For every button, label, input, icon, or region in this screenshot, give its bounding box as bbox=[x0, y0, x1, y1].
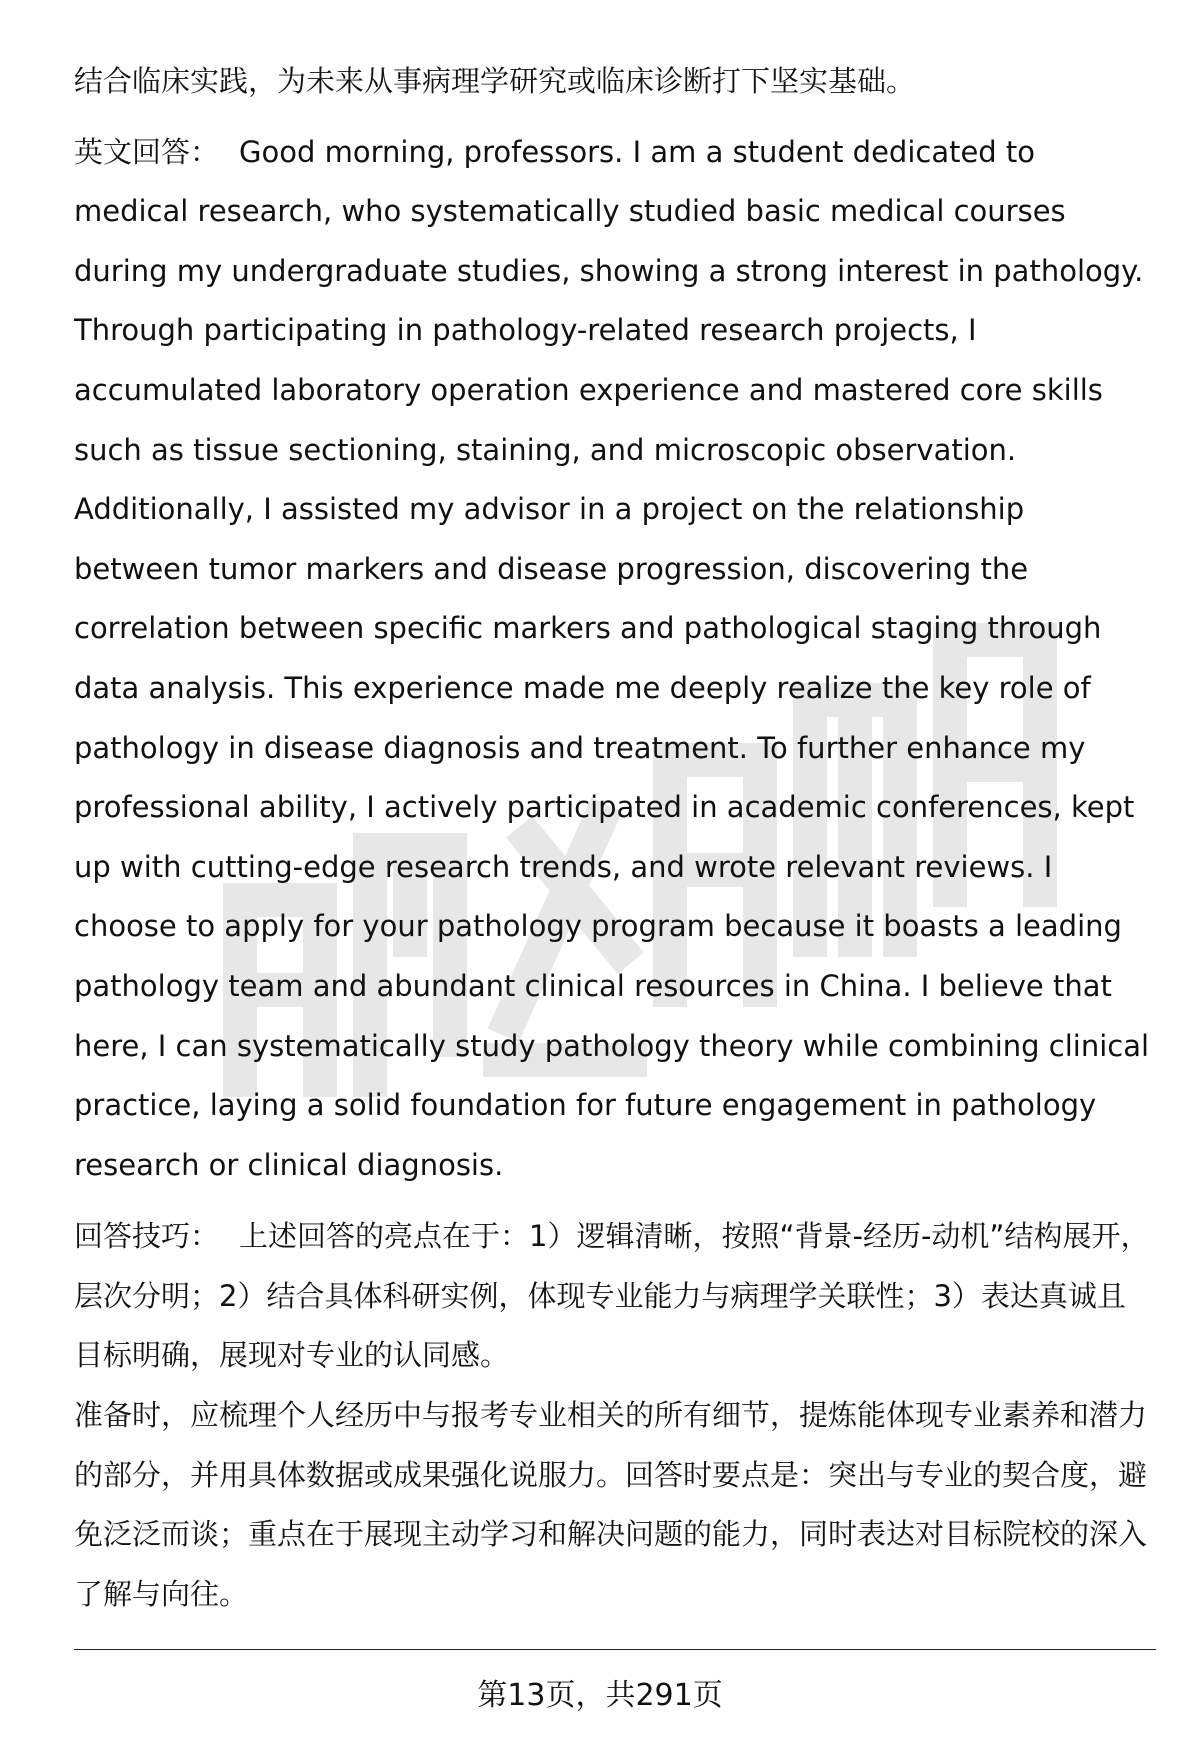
answer-tips-label: 回答技巧： bbox=[74, 1219, 220, 1254]
document-body bbox=[74, 52, 1154, 1624]
footer-divider bbox=[74, 1649, 1156, 1650]
answer-tips-paragraph bbox=[74, 1207, 1154, 1386]
english-answer-text: Good morning, professors. I am a student dedicated to medical research, who systematically studied basic medical courses during my undergraduate studies, showing a strong interest in pathology. Through participating in pathology-related research projects, I accumulated laboratory operation experience and mastered core skills such as tissue sectioning, staining, and microscopic observation. Additionally, I assisted my advisor in a project on the relationship between tumor markers and disease progression, discovering the correlation between specific markers and pathological staging through data analysis. This experience made me deeply realize the key role of pathology in disease diagnosis and treatment. To further enhance my professional ability, I actively participated in academic conferences, kept up with cutting-edge research trends, and wrote relevant reviews. I choose to apply for your pathology program because it boasts a leading pathology team and abundant clinical resources in China. I believe that here, I can systematically study pathology theory while combining clinical practice, laying a solid foundation for future engagement in pathology research or clinical diagnosis. bbox=[74, 134, 1150, 1182]
answer-tips-text: 上述回答的亮点在于：1）逻辑清晰，按照“背景-经历-动机”结构展开，层次分明；2）结合具体科研实例，体现专业能力与病理学关联性；3）表达真诚且目标明确，展现对专业的认同感。 bbox=[74, 1219, 1150, 1373]
english-answer-label: 英文回答： bbox=[74, 134, 220, 169]
english-answer-paragraph bbox=[74, 123, 1154, 1196]
preparation-advice-paragraph: 准备时，应梳理个人经历中与报考专业相关的所有细节，提炼能体现专业素养和潜力的部分，并用具体数据或成果强化说服力。回答时要点是：突出与专业的契合度，避免泛泛而谈；重点在于展现主动学习和解决问题的能力，同时表达对目标院校的深入了解与向往。 bbox=[74, 1398, 1148, 1611]
intro-continuation: 结合临床实践，为未来从事病理学研究或临床诊断打下坚实基础。 bbox=[74, 64, 916, 98]
page-indicator: 第13页，共291页 bbox=[477, 1678, 723, 1713]
